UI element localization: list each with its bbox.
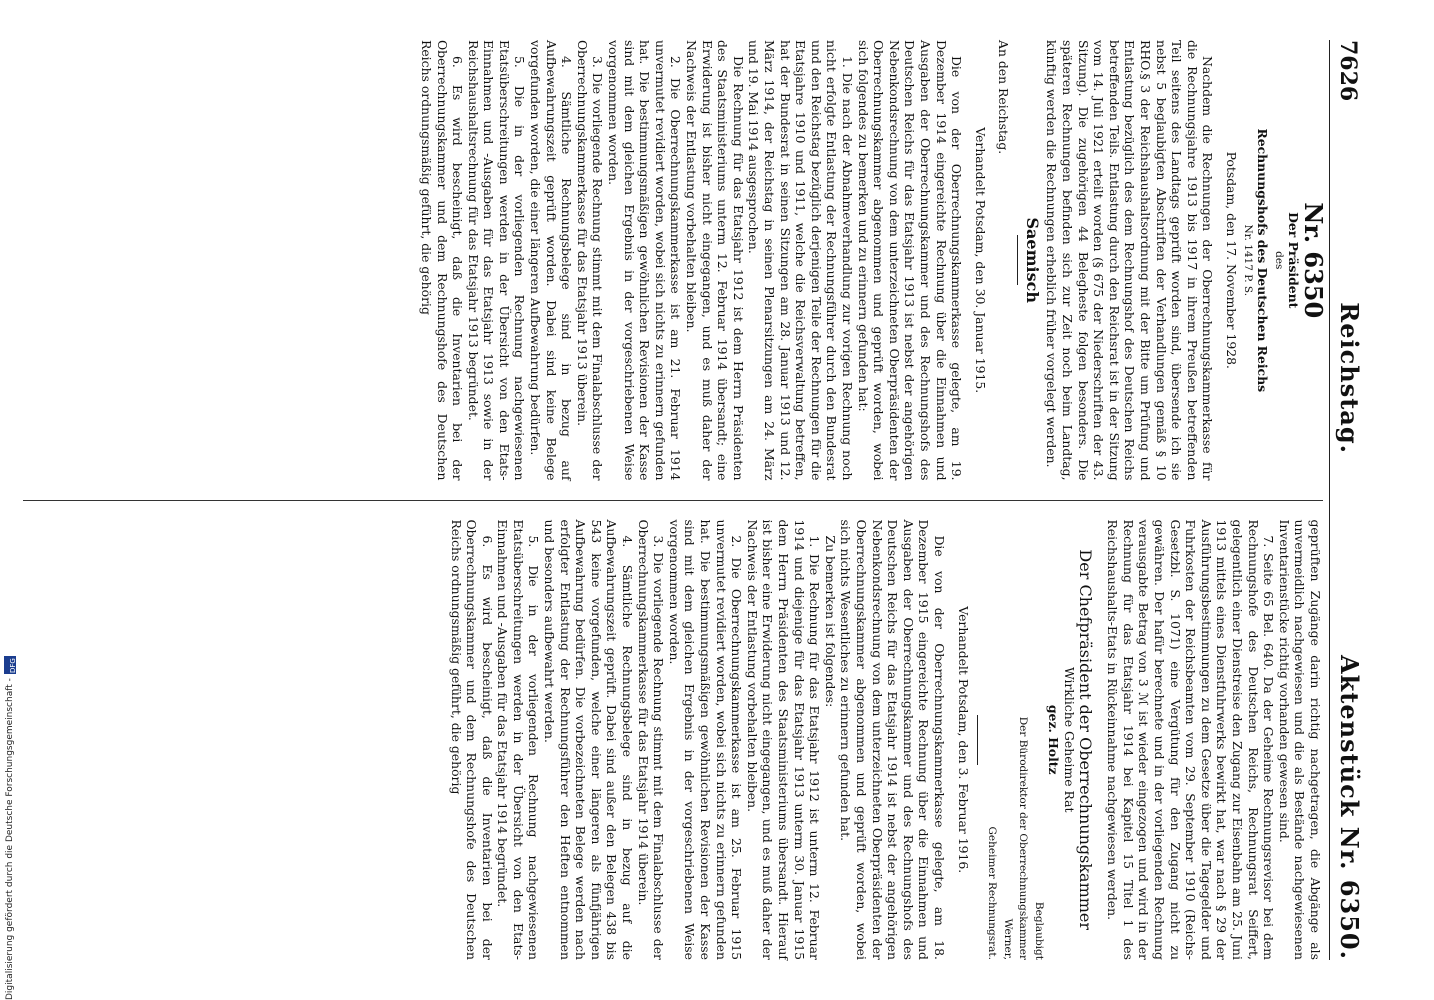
signature-title-1: Der Chefpräsident der Oberrechnungskammer [1075,549,1095,931]
signature-saemisch: Saemisch [1022,217,1042,303]
item-6: 6. Es wird bescheinigt, daß die Inventarien bei der Oberrechnungskammer und dem Rechnungshofe des Deutschen Reichs ordnungsmäßig geführt, die gehörig [418,40,466,481]
certification: Beglaubigt [1032,901,1045,960]
item-7: 7. Seite 65 Bel. 640. Da der Geheime Rechnungsrevisor bei dem Rechnungshofe des Deutschen Reichs, Rechnungsrat Seiffert, gelegentlich einer Dienstreise den Zugang zur Eisenbahn am 25. Juni 1913 mittels eines Dienstfuhrwerks bewirkt hat, war nach § 29 der Ausführungsbestimmungen zu dem Gesetze über die Tagegelder und Fuhrkosten der Reichsbeamten vom 29. September 1910 (Reichs-Gesetzbl. S. 1071) eine Vergütung für den Zugang nicht zu gewähren. Der hafür berechnete und in der vorliegenden Rechnung verausgabte Betrag von 3 ℳ ist wieder eingezogen und wird in der Rechnung für das Etatsjahr 1914 bei Kapitel 15 Titel 1 des Reichshaushalts-Etats in Rückeinnahme nachgewiesen werden. [1105,519,1277,960]
page-header [1329,40,1364,960]
sender-line-3: Rechnungshofs des Deutschen Reichs [1255,128,1271,393]
addressee: An den Reichstag. [996,40,1012,155]
credit-text: Digitalisierung gefördert durch die Deutsche Forschungsgemeinschaft - [5,678,15,1000]
reference-number: Nr. 1417 P. S. [1241,224,1254,297]
r-item-4: 4. Sämtliche Rechnungsbelege sind in bezug auf die Aufbewahrungszeit geprüft. Dabei sind außer den Belegen 438 bis 543 keine vorgefunden, welche einer längeren als fünfjährigen Aufbewahrung bedürfen. Die vorbezeichneten Belege werden nach erfolgter Entlastung der Rechnungsführer den Heften entnommen und besonders aufbewahrt werden. [542,519,636,960]
sender-line-2: des [1272,251,1285,270]
r-item-6: 6. Es wird bescheinigt, daß die Inventarien bei der Oberrechnungskammer und dem Rechnungshofe des Deutschen Reichs ordnungsmäßig geführt, die gehörig [448,519,495,960]
sender-line-1: Der Präsident [1286,212,1302,309]
attachment-number: Aktenstück Nr. 6350. [1335,655,1364,960]
text-columns [23,40,1328,960]
r-item-3: 3. Die vorliegende Rechnung stimmt mit dem Finalabschlusse der Oberrechnungskammerkasse für das Etatsjahr 1914 überein. [635,519,667,960]
right-column [23,519,1323,960]
r-item-2: 2. Die Oberrechnungskammerkasse ist am 25. Februar 1915 unvermutet revidiert worden, wobei sich nichts zu erinnern gefunden hat. Die bestimmungsmäßigen gewöhnlichen Revisionen der Kasse sind mit dem gleichen Ergebnis in der vorgeschriebenen Weise vorgenommen worden. [666,519,745,960]
signature-title-2: Wirkliche Geheime Rat [1062,666,1078,813]
paragraph-1: Die von der Oberrechnungskammerkasse gelegte, am 19. Dezember 1914 eingereichte Rechnung über die Einnahmen und Ausgaben der Oberrechnungskammer und des Rechnungshofs des Deutschen Reichs für das Etatsjahr 1913 ist nebst der angehörigen Nebenkondsrechnung von dem unterzeichneten Oberpräsidenten der Oberrechnungskammer abgenommen und geprüft worden, wobei sich folgendes zu bemerken und zu erinnern gefunden hat: [855,40,965,481]
place-date: Potsdam, den 17. November 1928. [1224,151,1240,369]
r-item-1: 1. Die Rechnung für das Etatsjahr 1912 ist unterm 12. Februar 1914 und diejenige für das Etatsjahr 1913 unterm 30. Januar 1915 dem Herrn Präsidenten des Staatsministeriums übersandt. Hierauf ist bisher eine Erwiderung nicht eingegangen, und es muß daher der Nachweis der Entlastung vorbehalten bleiben. [744,519,823,960]
document-page [12,0,1382,1000]
column-rule [23,500,1323,501]
paragraph-2: Die von der Oberrechnungskammerkasse gelegte, am 18. Dezember 1915 eingereichte Rechnung über die Einnahmen und Ausgaben der Oberrechnungskammer und des Rechnungshofs des Deutschen Reichs für das Etatsjahr 1914 ist nebst der angehörigen Nebenkondsrechnung von dem unterzeichneten Oberpräsidenten der Oberrechnungskammer abgenommen und geprüft worden, wobei sich nichts Wesentliches zu erinnern gefunden hat. [838,519,947,960]
verhandelt-heading-2: Verhandelt Potsdam, den 3. Februar 1916. [955,606,971,874]
certification-name: Werner, [1001,918,1014,960]
item-1: 1. Die nach der Abnahmeverhandlung zur vorigen Rechnung noch nicht erfolgte Entlastung der Rechnungsführer durch den Bundesrat und den Reichstag bezüglich derjenigen Teile der Rechnungen für die Etatsjahre 1910 und 1911, welche die Reichsverwaltung betreffen, hat der Bundesrat in seinen Sitzungen am 28. Januar 1913 und 12. März 1914, der Reichstag in seinen Plenarsitzungen am 24. März und 19. Mai 1914 ausgesprochen. [746,40,855,481]
continuation: geprüften Zugänge darin richtig nachgetragen, die Abgänge als unvermeidlich nachgewiesen und die als Bestände nachgewiesenen Inventarienstücke richtig vorhanden gewesen sind. [1276,519,1323,960]
item-5: 5. Die in der vorliegenden Rechnung nachgewiesenen Etatsüberschreitungen werden in der Übersicht von den Etats-Einnahmen und -Ausgaben für das Etatsjahr 1913 sowie in der Reichshaushaltsrechnung für das Etatsjahr 1913 begründet. [465,40,528,481]
page-number: 7626 [1335,40,1361,102]
dfg-logo-icon: DFG [4,656,16,674]
page-title: Reichstag. [1335,302,1364,454]
r-item-5: 5. Die in der vorliegenden Rechnung nachgewiesenen Etatsüberschreitungen werden in der Übersicht von den Etats-Einnahmen und -Ausgaben für das Etatsjahr 1914 begründet. [495,519,542,960]
certification-office: Der Bürodirektor der Oberrechnungskammer [1017,716,1030,960]
zu-bemerken: Zu bemerken ist folgendes: [822,535,838,708]
certification-rank: Geheimer Rechnungsrat. [986,826,999,960]
item-3: 3. Die vorliegende Rechnung stimmt mit dem Finalabschlusse der Oberrechnungskammerkasse für das Etatsjahr 1913 überein. [574,40,606,481]
item-1b: Die Rechnung für das Etatsjahr 1912 ist dem Herrn Präsidenten des Staatsministeriums unterm 12. Februar 1914 übersandt; eine Erwiderung ist bisher nicht eingegangen, und es muß daher der Nachweis der Entlastung vorbehalten bleiben. [684,40,746,481]
item-4: 4. Sämtliche Rechnungsbelege sind in bezug auf Aufbewahrungszeit geprüft worden. Dabei sind keine Belege vorgefunden worden, die einer längeren Aufbewahrung bedürfen. [528,40,575,481]
divider-2 [977,715,978,765]
intro-paragraph: Nachdem die Rechnungen der Oberrechnungskammerkasse für die Rechnungsjahre 1913 bis 1917 in ihrem Preußen betreffenden Teil seitens des Landtags geprüft worden sind, übersende ich sie nebst 5 beglaubigten Abschriften der Verhandlungen gemäß § 10 RHO.§ 3 der Reichshaushaltsordnung mit der Bitte um Prüfung und Entlastung bezüglich des dem Rechnungshof des Deutschen Reichs betreffenden Teils. Entlastung durch den Reichsrat ist in der Sitzung vom 14. Juli 1921 erteilt worden (§ 675 der Niederschriften der 43. Sitzung). Die zugehörigen 44 Belegheste folgen besonders. Die späteren Rechnungen befinden sich zur Zeit noch beim Landtag, künftig werden die Rechnungen erheblich früher vorgelegt werden. [1044,40,1216,481]
document-number: Nr. 6350 [1299,202,1328,319]
signature-name: gez. Holtz [1046,704,1062,775]
left-column [23,40,1328,481]
item-2: 2. Die Oberrechnungskammerkasse ist am 21. Februar 1914 unvermutet revidiert worden, wobei sich nichts zu erinnern gefunden hat. Die bestimmungsmäßigen gewöhnlichen Revisionen der Kasse sind mit dem gleichen Ergebnis in der vorgeschriebenen Weise vorgenommen worden. [606,40,684,481]
verhandelt-heading-1: Verhandelt Potsdam, den 30. Januar 1915. [972,127,988,394]
divider [1017,235,1018,285]
